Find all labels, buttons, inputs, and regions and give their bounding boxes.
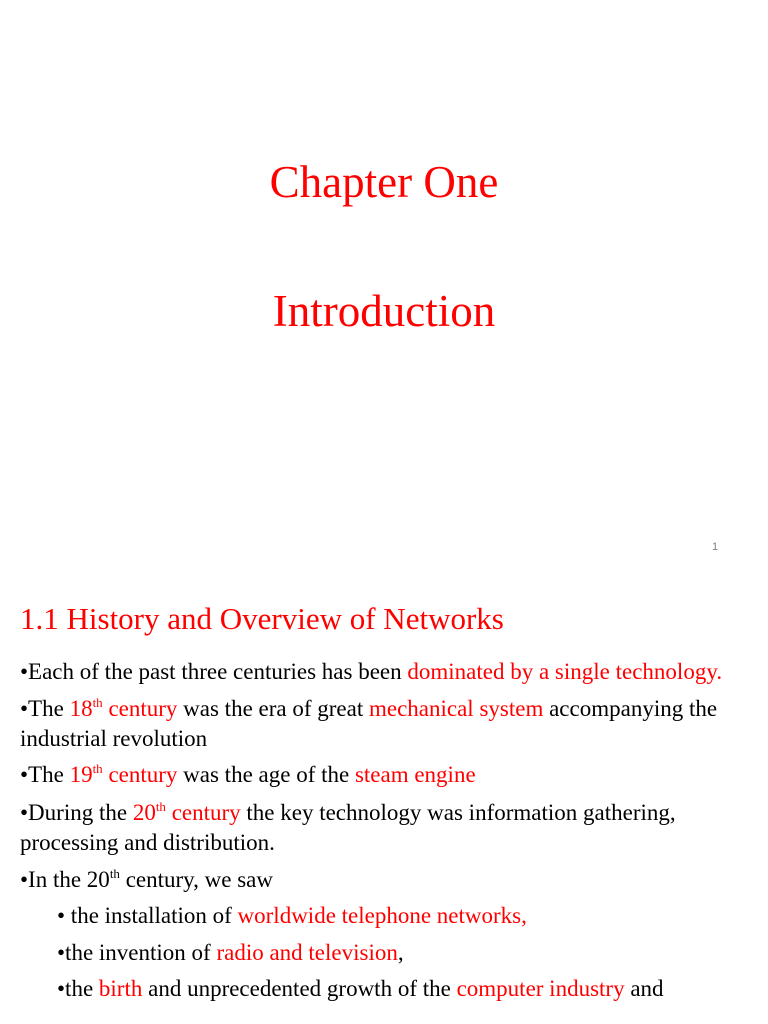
highlighted-text: 19: [69, 762, 93, 787]
highlighted-text: century: [102, 762, 178, 787]
bullet-item-b2: [20, 694, 750, 754]
section-heading: 1.1 History and Overview of Networks: [20, 601, 504, 636]
bullet-text: •The: [20, 696, 70, 721]
slide-number: 1: [712, 541, 719, 553]
highlighted-text: birth: [98, 976, 143, 1001]
bullet-text: was the age of the: [177, 762, 355, 787]
bullet-text: •the: [57, 976, 99, 1001]
bullet-text: accompanying the industrial revolution: [20, 696, 718, 751]
bullet-text: • the installation of: [57, 903, 238, 928]
bullet-item-b8: [20, 974, 750, 1004]
bullet-text: th: [109, 866, 120, 881]
bullet-item-b7: [20, 938, 750, 968]
bullet-item-b5: [20, 865, 750, 895]
bullet-text: and: [624, 976, 664, 1001]
bullet-text: •The: [20, 762, 70, 787]
highlighted-text: mechanical system: [368, 696, 544, 721]
bullet-item-b1: [20, 657, 750, 687]
highlighted-text: century: [102, 696, 178, 721]
content-slide: [0, 565, 768, 1024]
highlighted-text: computer industry: [456, 976, 625, 1001]
bullet-text: •In the 20: [20, 867, 110, 892]
bullet-list: [20, 657, 750, 1004]
highlighted-text: steam engine: [354, 762, 476, 787]
bullet-text: the key technology was information gathering, processing and distribution.: [20, 800, 676, 855]
bullet-text: •the invention of: [57, 940, 217, 965]
bullet-item-b3: [20, 760, 750, 790]
highlighted-text: th: [155, 799, 166, 814]
bullet-text: •During the: [20, 800, 133, 825]
highlighted-text: 20: [132, 800, 156, 825]
highlighted-text: radio and television: [216, 940, 398, 965]
chapter-title: Chapter One: [269, 157, 499, 207]
chapter-subtitle: Introduction: [272, 286, 496, 336]
highlighted-text: 18: [69, 696, 93, 721]
bullet-text: and unprecedented growth of the: [142, 976, 457, 1001]
highlighted-text: th: [92, 695, 103, 710]
bullet-text: •Each of the past three centuries has been: [20, 659, 408, 684]
highlighted-text: th: [92, 761, 103, 776]
highlighted-text: worldwide telephone networks,: [237, 903, 527, 928]
bullet-text: ,: [397, 940, 404, 965]
bullet-item-b4: [20, 798, 750, 858]
highlighted-text: dominated by a single technology.: [407, 659, 723, 684]
bullet-item-b6: [20, 901, 750, 931]
bullet-text: was the era of great: [177, 696, 369, 721]
highlighted-text: century: [165, 800, 241, 825]
bullet-text: century, we saw: [119, 867, 273, 892]
